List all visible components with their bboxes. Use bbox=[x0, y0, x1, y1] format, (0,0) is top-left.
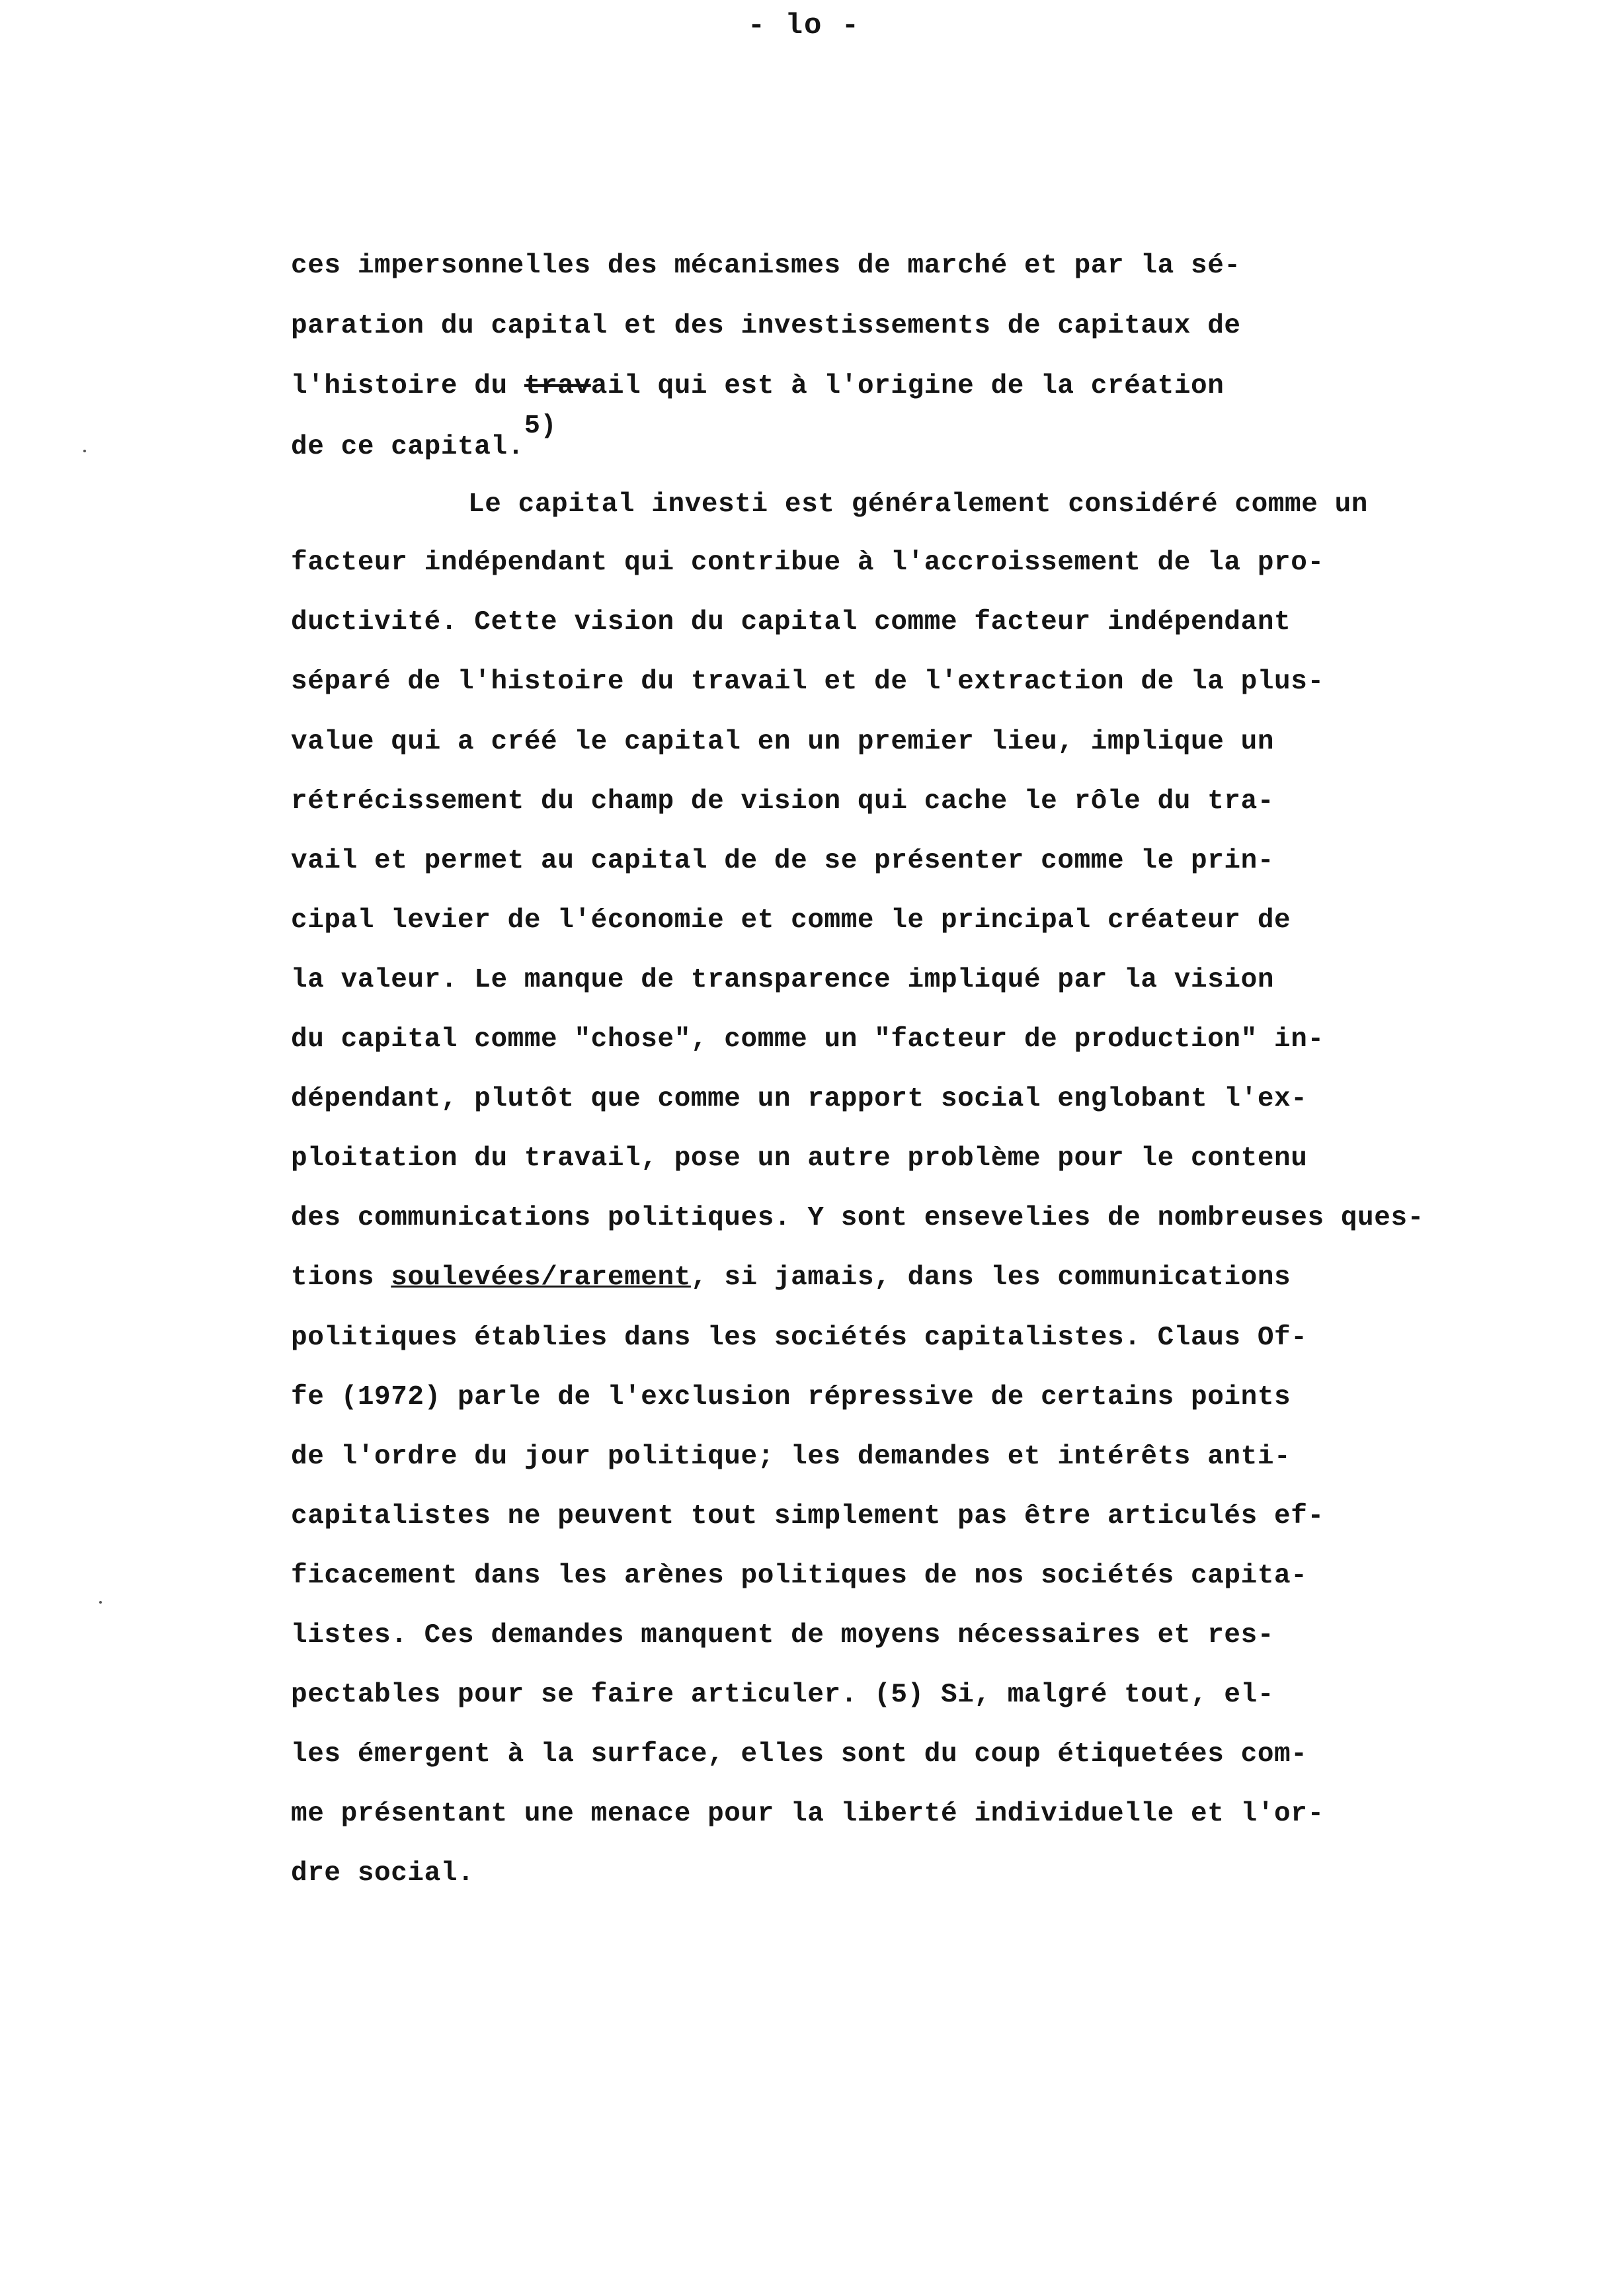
text-line: ductivité. Cette vision du capital comme facteur indépendant bbox=[291, 607, 1291, 637]
text-line: la valeur. Le manque de transparence impliqué par la vision bbox=[291, 965, 1275, 995]
text-line: capitalistes ne peuvent tout simplement pas être articulés ef- bbox=[291, 1501, 1324, 1532]
text-line: dre social. bbox=[291, 1858, 475, 1889]
text-line: des communications politiques. Y sont ensevelies de nombreuses ques- bbox=[291, 1203, 1424, 1233]
text-line: facteur indépendant qui contribue à l'accroissement de la pro- bbox=[291, 548, 1324, 578]
text-line: séparé de l'histoire du travail et de l'extraction de la plus- bbox=[291, 667, 1324, 697]
text-line bbox=[291, 411, 557, 468]
text-line: pectables pour se faire articuler. (5) Si, malgré tout, el- bbox=[291, 1680, 1275, 1710]
scan-speck bbox=[83, 450, 86, 452]
text-line: me présentant une menace pour la liberté individuelle et l'or- bbox=[291, 1799, 1324, 1829]
text-line: rétrécissement du champ de vision qui cache le rôle du tra- bbox=[291, 786, 1275, 817]
text-line: vail et permet au capital de de se présenter comme le prin- bbox=[291, 846, 1275, 876]
text-segment: ail qui est à l'origine de la création bbox=[590, 371, 1225, 401]
handwritten-correction: soulevées/rarement bbox=[391, 1262, 691, 1293]
text-line: politiques établies dans les sociétés capitalistes. Claus Of- bbox=[291, 1323, 1308, 1353]
text-line: listes. Ces demandes manquent de moyens nécessaires et res- bbox=[291, 1620, 1275, 1651]
text-line: fe (1972) parle de l'exclusion répressive de certains points bbox=[291, 1382, 1291, 1413]
scan-speck bbox=[99, 1601, 102, 1604]
text-line bbox=[291, 366, 1224, 406]
struck-text: trav bbox=[524, 371, 591, 401]
text-line: les émergent à la surface, elles sont du coup étiquetées com- bbox=[291, 1739, 1308, 1770]
text-line: dépendant, plutôt que comme un rapport social englobant l'ex- bbox=[291, 1084, 1308, 1114]
text-line: Le capital investi est généralement considéré comme un bbox=[468, 489, 1369, 520]
text-line: ces impersonnelles des mécanismes de marché et par la sé- bbox=[291, 251, 1241, 281]
text-segment: tions bbox=[291, 1262, 391, 1293]
text-line: ficacement dans les arènes politiques de nos sociétés capita- bbox=[291, 1561, 1308, 1591]
text-line: paration du capital et des investissements de capitaux de bbox=[291, 311, 1241, 341]
text-line: cipal levier de l'économie et comme le principal créateur de bbox=[291, 905, 1291, 936]
footnote-reference: 5) bbox=[524, 411, 557, 441]
text-segment: de ce capital. bbox=[291, 432, 524, 462]
text-line bbox=[291, 1258, 1291, 1297]
page-number: - lo - bbox=[747, 9, 861, 42]
text-line: de l'ordre du jour politique; les demandes et intérêts anti- bbox=[291, 1442, 1291, 1472]
text-line: ploitation du travail, pose un autre problème pour le contenu bbox=[291, 1143, 1308, 1174]
text-segment: , si jamais, dans les communications bbox=[690, 1262, 1291, 1293]
text-segment: l'histoire du bbox=[291, 371, 524, 401]
text-line: value qui a créé le capital en un premier lieu, implique un bbox=[291, 727, 1275, 757]
text-line: du capital comme "chose", comme un "facteur de production" in- bbox=[291, 1024, 1324, 1055]
